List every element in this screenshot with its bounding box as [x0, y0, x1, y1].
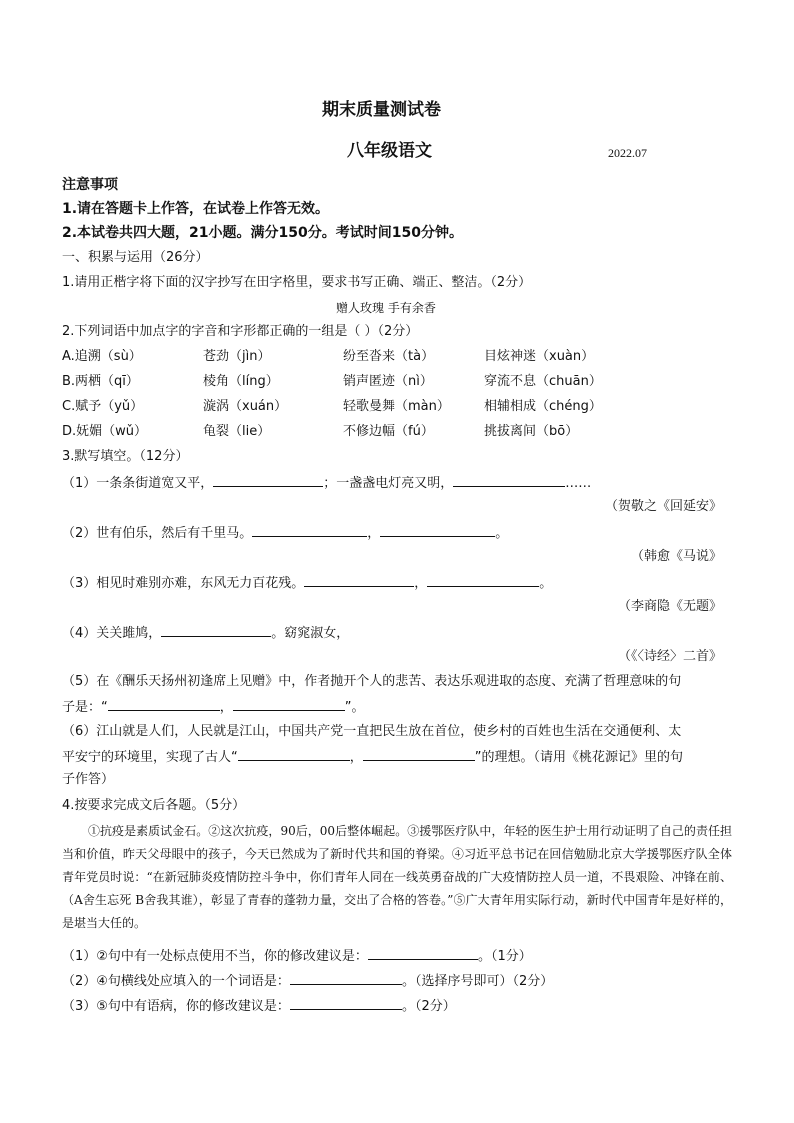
option-c-word-4: 相辅相成（chéng）	[484, 399, 602, 414]
item-2-source: （韩愈《马说》	[630, 549, 722, 564]
item-6-text-b: ，	[349, 750, 363, 765]
item-1-text-c: ……	[565, 476, 592, 491]
item-2-text-c: 。	[495, 526, 509, 541]
answer-blank[interactable]	[108, 696, 220, 711]
answer-blank[interactable]	[290, 995, 402, 1010]
option-a-word-3: 纷至沓来（tà）	[343, 349, 435, 364]
item-6-text-c: ”的理想。（请用《桃花源记》里的句	[474, 750, 684, 765]
answer-blank[interactable]	[368, 945, 478, 960]
sub-1-text-a: （1）②句中有一处标点使用不当，你的修改建议是：	[62, 949, 368, 964]
option-b-word-3: 销声匿迹（nì）	[343, 374, 433, 389]
item-3-text-c: 。	[539, 576, 553, 591]
answer-blank[interactable]	[252, 522, 367, 537]
answer-blank[interactable]	[238, 746, 350, 761]
answer-blank[interactable]	[363, 746, 475, 761]
item-5-text-b: ，	[219, 700, 233, 715]
option-d-word-2: 龟裂（lie）	[203, 424, 271, 439]
item-1-text-b: ；一盏盏电灯亮又明，	[323, 476, 454, 491]
item-6-line-1: （6）江山就是人们，人民就是江山，中国共产党一直把民生放在首位，使乡村的百姓也生活在交通便利、太	[62, 724, 682, 739]
question-3-item-1	[62, 472, 591, 494]
item-1-source: （贺敬之《回延安》	[604, 499, 722, 514]
question-4-sub-3	[62, 995, 456, 1017]
notes-item-2: 2.本试卷共四大题，21小题。满分150分。考试时间150分钟。	[62, 225, 463, 241]
sub-1-text-b: 。（1分）	[477, 949, 532, 964]
question-3-item-2	[62, 522, 508, 544]
answer-blank[interactable]	[213, 472, 323, 487]
option-b-word-4: 穿流不息（chuān）	[484, 374, 602, 389]
option-c-word-3: 轻歌曼舞（màn）	[343, 399, 450, 414]
item-2-text-a: （2）世有伯乐，然后有千里马。	[62, 526, 253, 541]
item-5-text-c: ”。	[344, 700, 365, 715]
option-d-word-1: D.妩媚（wǔ）	[62, 424, 148, 439]
question-3-item-4	[62, 622, 349, 644]
question-4-prompt: 4.按要求完成文后各题。（5分）	[62, 798, 246, 813]
question-4-sub-2	[62, 970, 553, 992]
item-6-text-a: 平安宁的环境里，实现了古人“	[62, 750, 238, 765]
answer-blank[interactable]	[380, 522, 495, 537]
notes-item-1: 1.请在答题卡上作答，在试卷上作答无效。	[62, 201, 330, 217]
answer-blank[interactable]	[427, 572, 539, 587]
section-heading: 一、积累与运用（26分）	[62, 250, 209, 265]
exam-date: 2022.07	[608, 146, 647, 160]
item-3-text-a: （3）相见时难别亦难，东风无力百花残。	[62, 576, 305, 591]
question-3-prompt: 3.默写填空。（12分）	[62, 449, 189, 464]
option-b-word-2: 棱角（líng）	[203, 374, 279, 389]
page-subtitle: 八年级语文	[347, 141, 432, 161]
sub-3-text-b: 。（2分）	[401, 999, 456, 1014]
option-d-word-4: 挑拔离间（bō）	[484, 424, 579, 439]
option-d-word-3: 不修边幅（fú）	[343, 424, 434, 439]
answer-blank[interactable]	[304, 572, 414, 587]
sub-3-text-a: （3）⑤句中有语病，你的修改建议是：	[62, 999, 290, 1014]
item-4-text-a: （4）关关雎鸠，	[62, 626, 162, 641]
item-6-line-3: 子作答）	[62, 772, 115, 787]
option-a-word-4: 目炫神迷（xuàn）	[484, 349, 595, 364]
item-3-text-b: ，	[414, 576, 428, 591]
option-b-word-1: B.两栖（qī）	[62, 374, 139, 389]
question-1-prompt: 1.请用正楷字将下面的汉字抄写在田字格里，要求书写正确、端正、整洁。（2分）	[62, 275, 532, 290]
answer-blank[interactable]	[453, 472, 565, 487]
page-title: 期末质量测试卷	[322, 100, 441, 120]
question-4-passage: ①抗疫是素质试金石。②这次抗疫，90后，00后整体崛起。③援鄂医疗队中，年轻的医生护士用行动证明了自己的责任担当和价值，昨天父母眼中的孩子，今天已然成为了新时代共和国的脊梁。④习近平总书记在回信勉励北京大学援鄂医疗队全体青年党员时说：“在新冠肺炎疫情防控斗争中，你们青年人同在一线英勇奋战的广大疫情防控人员一道，不畏艰险、冲锋在前、（A舍生忘死 B舍我其谁），彰显了青春的蓬勃力量，交出了合格的答卷。”⑤广大青年用实际行动，新时代中国青年是好样的，是堪当大任的。	[62, 824, 732, 930]
option-a-word-1: A.追溯（sù）	[62, 349, 142, 364]
answer-blank[interactable]	[233, 696, 345, 711]
item-4-text-b: 。窈窕淑女，	[271, 626, 350, 641]
item-3-source: （李商隐《无题》	[617, 599, 722, 614]
item-6-line-2	[62, 746, 683, 768]
question-1-phrase: 赠人玫瑰 手有余香	[336, 301, 436, 315]
option-a-word-2: 苍劲（jìn）	[203, 349, 271, 364]
option-c-word-1: C.赋予（yǔ）	[62, 399, 144, 414]
option-c-word-2: 漩涡（xuán）	[203, 399, 288, 414]
sub-2-text-a: （2）④句横线处应填入的一个词语是：	[62, 974, 290, 989]
item-5-text-a: 子是：“	[62, 700, 108, 715]
notes-heading: 注意事项	[62, 177, 118, 193]
item-2-text-b: ，	[367, 526, 381, 541]
question-4-sub-1	[62, 945, 532, 967]
item-5-line-1: （5）在《酬乐天扬州初逢席上见赠》中，作者抛开个人的悲苦、表达乐观进取的态度、充满了哲理意味的句	[62, 674, 682, 689]
answer-blank[interactable]	[161, 622, 271, 637]
question-2-prompt: 2.下列词语中加点字的字音和字形都正确的一组是（ ）（2分）	[62, 324, 419, 339]
sub-2-text-b: 。（选择序号即可）（2分）	[401, 974, 554, 989]
item-1-text-a: （1）一条条街道宽又平，	[62, 476, 214, 491]
item-4-source: （《〈诗经〉二首》	[617, 649, 722, 664]
item-5-line-2	[62, 696, 365, 718]
answer-blank[interactable]	[290, 970, 402, 985]
question-3-item-3	[62, 572, 552, 594]
